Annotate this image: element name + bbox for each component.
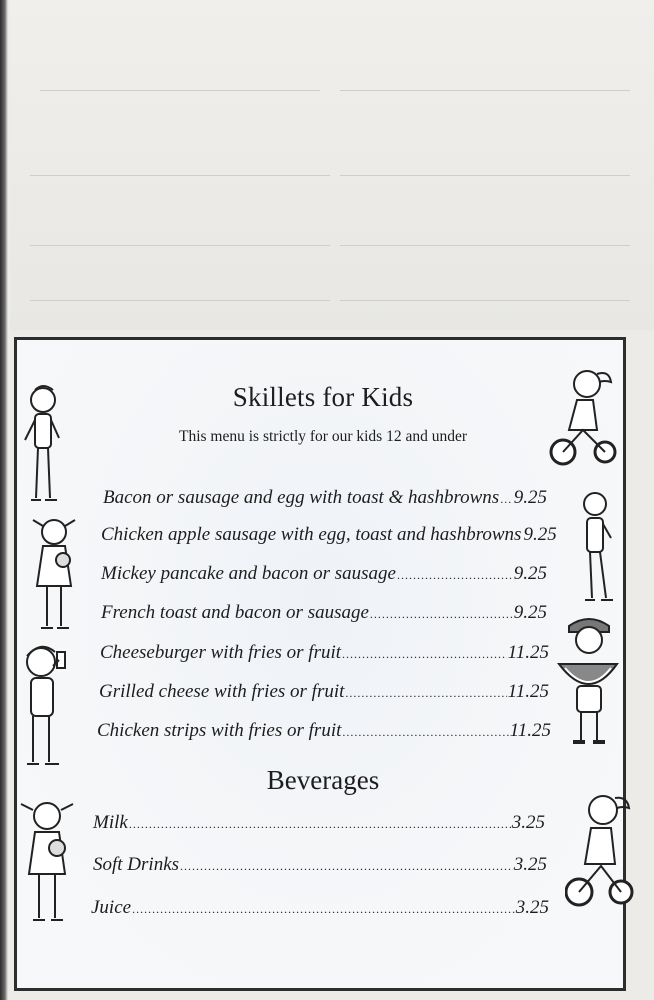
beverage-price: 3.25 (511, 812, 545, 833)
dot-leader (370, 602, 513, 624)
menu-item-price: 9.25 (513, 563, 547, 584)
girl-on-tricycle-icon (565, 788, 635, 916)
menu-item-price: 9.25 (513, 487, 547, 508)
beverages-title: Beverages (266, 765, 380, 795)
kids-menu-panel (14, 337, 626, 991)
boy-with-watermelon-icon (555, 612, 621, 750)
menu-item (103, 487, 547, 509)
girl-on-tricycle-icon (549, 362, 619, 474)
boy-standing-icon (577, 488, 617, 610)
beverage-name: Juice (91, 897, 132, 918)
menu-item (101, 602, 547, 624)
beverage-name: Milk (93, 812, 128, 833)
menu-item-name: Cheeseburger with fries or fruit (100, 642, 342, 663)
faded-previous-page (10, 0, 654, 330)
dot-leader (500, 487, 513, 509)
dot-leader (342, 720, 508, 742)
beverage-item (91, 897, 549, 919)
dot-leader (345, 681, 506, 703)
dot-leader (180, 854, 513, 876)
menu-item-name: Chicken apple sausage with egg, toast and hashbrowns (101, 524, 522, 545)
menu-item (99, 681, 549, 703)
menu-item-name: Mickey pancake and bacon or sausage (101, 563, 396, 584)
dot-leader (397, 563, 513, 585)
menu-item-name: Grilled cheese with fries or fruit (99, 681, 345, 702)
beverage-name: Soft Drinks (93, 854, 180, 875)
menu-item-price: 11.25 (507, 681, 549, 702)
menu-item-price: 9.25 (523, 524, 557, 545)
dot-leader (132, 897, 515, 919)
dot-leader (342, 642, 507, 664)
book-spine-shadow (0, 0, 8, 1000)
menu-item-price: 11.25 (507, 642, 549, 663)
menu-subtitle: This menu is strictly for our kids 12 and under (179, 428, 467, 445)
menu-item-price: 9.25 (513, 602, 547, 623)
menu-item (101, 563, 547, 585)
menu-item (100, 642, 549, 664)
menu-item-name: Chicken strips with fries or fruit (97, 720, 342, 741)
beverage-price: 3.25 (515, 897, 549, 918)
beverage-price: 3.25 (513, 854, 547, 875)
girl-with-doll-icon (17, 792, 77, 932)
girl-with-doll-icon (27, 510, 81, 640)
boy-drinking-icon (19, 638, 77, 776)
boy-standing-icon (21, 382, 67, 512)
menu-item (97, 720, 551, 742)
dot-leader (129, 812, 511, 834)
menu-item-name: Bacon or sausage and egg with toast & hashbrowns (103, 487, 500, 508)
beverage-item (93, 812, 545, 834)
menu-item-name: French toast and bacon or sausage (101, 602, 369, 623)
menu-title: Skillets for Kids (232, 382, 414, 412)
menu-item (101, 524, 557, 546)
beverage-item (93, 854, 547, 876)
menu-item-price: 11.25 (509, 720, 551, 741)
